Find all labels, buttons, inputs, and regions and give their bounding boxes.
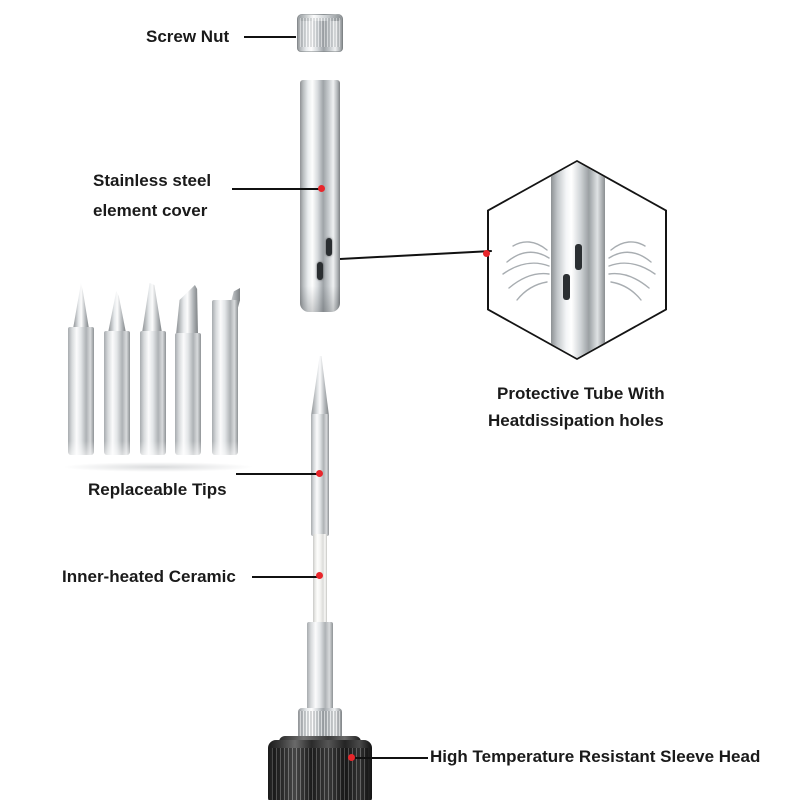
tip-5-reflection	[212, 441, 238, 455]
label-protective-tube-line1: Protective Tube With	[497, 384, 665, 403]
label-screw-nut: Screw Nut	[146, 27, 230, 46]
tip-1-reflection	[68, 441, 94, 455]
tip-3-reflection	[140, 441, 166, 455]
leader-protective-tube	[340, 250, 492, 259]
tip-3-point	[142, 283, 162, 333]
tip-2-point	[108, 291, 126, 333]
leader-sleeve-head	[352, 757, 428, 759]
leader-element-cover	[232, 188, 322, 190]
sleeve-head-knurling	[300, 711, 340, 739]
marker-replaceable-tips	[316, 470, 323, 477]
mid-sleeve-part	[307, 622, 333, 714]
screw-nut-knurling	[300, 18, 340, 47]
tip-5-body	[212, 300, 238, 455]
marker-inner-heated-ceramic	[316, 572, 323, 579]
leader-replaceable-tips	[236, 473, 320, 475]
tip-1-body	[68, 327, 94, 455]
leader-screw-nut	[244, 36, 296, 38]
label-sleeve-head: High Temperature Resistant Sleeve Head	[430, 747, 761, 766]
marker-element-cover	[318, 185, 325, 192]
black-handle-body-part	[268, 740, 372, 800]
hexagon-contents	[489, 162, 665, 358]
leader-inner-heated-ceramic	[252, 576, 320, 578]
marker-sleeve-head	[348, 754, 355, 761]
heat-dissipation-hole-1	[326, 238, 332, 256]
heat-flow-lines	[489, 162, 665, 358]
iron-tip-cone	[311, 356, 329, 416]
tip-3-body	[140, 331, 166, 455]
label-element-cover-line2: element cover	[93, 201, 208, 220]
marker-protective-tube	[483, 250, 490, 257]
tip-2-body	[104, 331, 130, 455]
tip-1-point	[73, 283, 89, 329]
label-inner-heated-ceramic: Inner-heated Ceramic	[62, 567, 236, 586]
label-protective-tube-line2: Heatdissipation holes	[488, 411, 664, 430]
screw-nut-part	[297, 14, 343, 52]
protective-tube-magnifier	[487, 160, 667, 360]
tip-2-reflection	[104, 441, 130, 455]
label-replaceable-tips: Replaceable Tips	[88, 480, 227, 499]
label-element-cover-line1: Stainless steel	[93, 171, 212, 190]
element-cover-shading	[300, 286, 340, 312]
tip-4-reflection	[175, 441, 201, 455]
heat-dissipation-hole-2	[317, 262, 323, 280]
tips-reflection	[62, 462, 254, 472]
tip-4-point	[176, 285, 198, 335]
inner-heated-ceramic-part	[313, 534, 327, 626]
tip-4-body	[175, 333, 201, 455]
